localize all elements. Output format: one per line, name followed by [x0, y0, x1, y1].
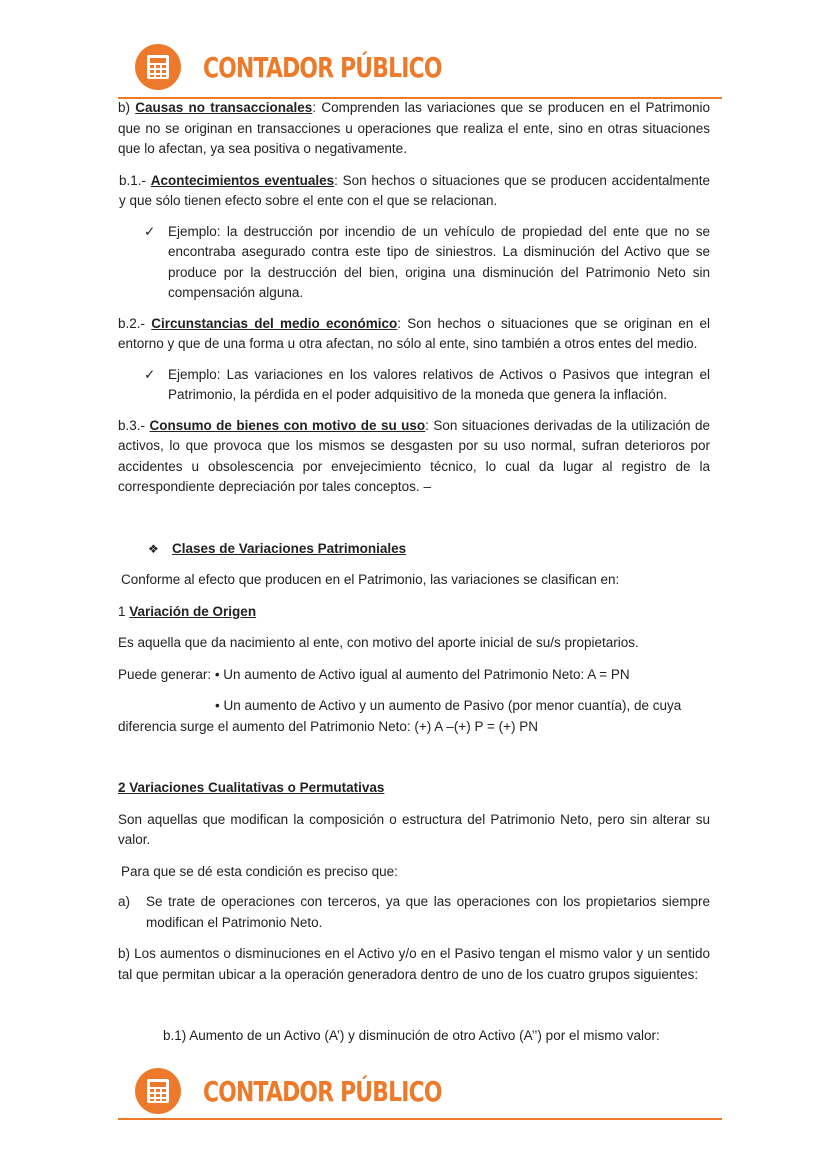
item-marker: a)	[118, 894, 131, 909]
item-prefix: b.2.-	[118, 315, 152, 331]
condition-text: Se trate de operaciones con terceros, ya que las operaciones con los propietarios siempre modifican el Patrimonio Neto.	[146, 894, 710, 930]
section-title: Causas no transaccionales	[135, 100, 313, 115]
section-title: Acontecimientos eventuales	[150, 172, 335, 188]
cualitativas-desc: Son aquellas que modifican la composición o estructura del Patrimonio Neto, pero sin alterar su valor.	[118, 811, 710, 847]
origen-gen2b: diferencia surge el aumento del Patrimonio Neto: (+) A –(+) P = (+) PN	[118, 718, 538, 734]
example-item	[118, 365, 710, 406]
item-prefix: b)	[118, 100, 136, 115]
paragraph-b2	[118, 314, 710, 355]
header-brand	[135, 44, 509, 90]
footer-divider	[118, 1118, 722, 1120]
origen-gen2a: • Un aumento de Activo y un aumento de Pasivo (por menor cuantía), de cuya	[215, 698, 682, 713]
section-title: Consumo de bienes con motivo de su uso	[149, 417, 426, 433]
document-body	[118, 98, 710, 1047]
heading-number: 1	[118, 603, 130, 619]
section-title: Circunstancias del medio económico	[151, 315, 398, 331]
condition-b: b) Los aumentos o disminuciones en el Activo y/o en el Pasivo tengan el mismo valor y un sentido tal que permitan ubicar a la operación generadora dentro de uno de los cuatro grupos siguientes:	[118, 946, 710, 982]
condition-a	[118, 892, 710, 933]
item-prefix: b.3.-	[118, 417, 150, 433]
checkmark-icon: ✓	[144, 366, 156, 382]
paragraph-b1	[118, 171, 710, 212]
brand-title: CONTADOR PÚBLICO	[203, 1074, 442, 1108]
clases-heading	[118, 539, 710, 560]
section-heading: 2 Variaciones Cualitativas o Permutativas	[118, 780, 385, 795]
brand-title: CONTADOR PÚBLICO	[203, 50, 442, 84]
diamond-bullet-icon: ❖	[148, 541, 159, 556]
clases-intro: Conforme al efecto que producen en el Patrimonio, las variaciones se clasifican en:	[121, 572, 620, 587]
checkmark-icon: ✓	[144, 223, 156, 239]
origen-desc: Es aquella que da nacimiento al ente, con motivo del aporte inicial de su/s propietarios.	[118, 635, 639, 650]
example-text: Ejemplo: la destrucción por incendio de un vehículo de propiedad del ente que no se encontraba asegurado contra este tipo de siniestros. La disminución del Activo que se produce por la destrucción del bien, origina una disminución del Patrimonio Neto sin compensación alguna.	[168, 223, 710, 300]
example-text: Ejemplo: Las variaciones en los valores relativos de Activos o Pasivos que integran el Patrimonio, la pérdida en el poder adquisitivo de la moneda que genera la inflación.	[168, 366, 710, 402]
calculator-icon	[135, 1068, 181, 1114]
paragraph-b	[118, 98, 710, 160]
paragraph-text: : Son situaciones derivadas de la utilización de activos, lo que provoca que los mismos se desgasten por su uso normal, sufran deterioros por accidentes u obsolescencia por envejecimiento técnico, lo cual da lugar al registro de la correspondiente depreciación por tales conceptos. –	[118, 417, 710, 494]
group-b1: b.1) Aumento de un Activo (A’) y disminución de otro Activo (A’’) por el mismo valor:	[163, 1028, 660, 1043]
paragraph-b3	[118, 416, 710, 498]
paragraph-text: : Comprenden las variaciones que se producen en el Patrimonio que no se originan en transacciones u operaciones que realiza el ente, sino en otras situaciones que lo afectan, ya sea positiva o negativamente.	[118, 100, 710, 156]
cualitativas-heading	[118, 778, 710, 799]
footer-brand	[135, 1068, 509, 1114]
calculator-icon	[135, 44, 181, 90]
section-heading: Clases de Variaciones Patrimoniales	[172, 540, 407, 556]
origen-heading	[118, 602, 710, 623]
cualitativas-cond: Para que se dé esta condición es preciso que:	[121, 863, 398, 879]
paragraph-text: : Son hechos o situaciones que se producen accidentalmente y que sólo tienen efecto sobre el ente con el que se relacionan.	[119, 172, 710, 208]
item-prefix: b.1.-	[119, 172, 151, 188]
example-item	[118, 222, 710, 304]
origen-gen1: Puede generar: • Un aumento de Activo igual al aumento del Patrimonio Neto: A = PN	[118, 666, 630, 682]
section-heading: Variación de Origen	[129, 603, 257, 619]
paragraph-text: : Son hechos o situaciones que se originan en el entorno y que de una forma u otra afectan, no sólo al ente, sino también a otros entes del medio.	[118, 315, 710, 351]
